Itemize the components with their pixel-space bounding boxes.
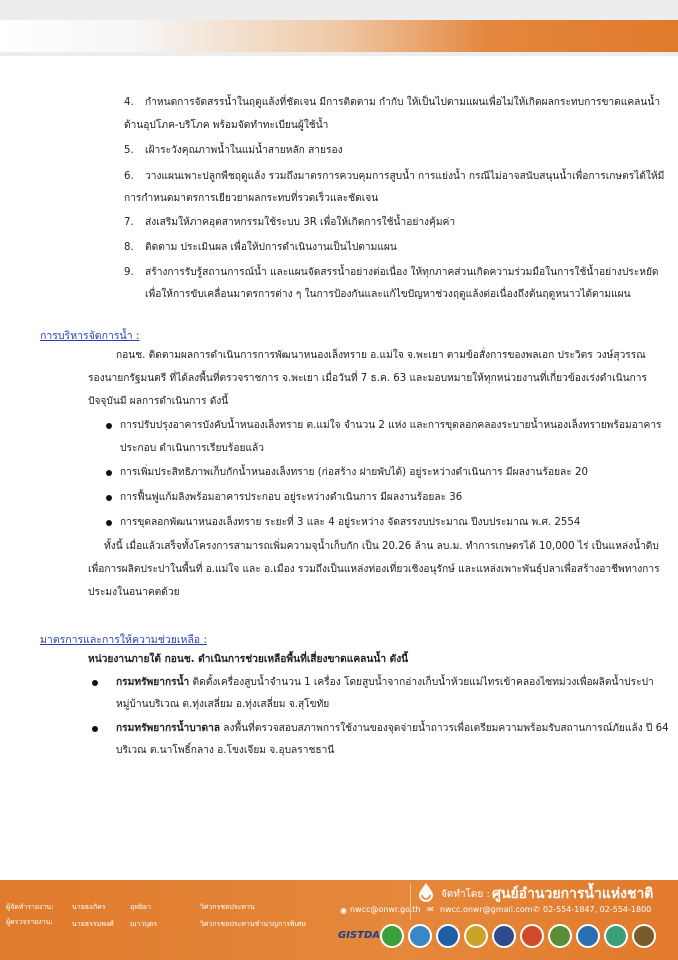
paragraph-line: กอนช. ติดตามผลการดำเนินการการพัฒนาหนองเล็งทราย อ.แม่ใจ จ.พะเยา ตามข้อสั่งการของพลเอก ประวิตร วงษ์สุวรรณ <box>116 350 646 361</box>
list-item-number: 9. <box>124 267 134 278</box>
paragraph-line: เพื่อการผลิตประปาในพื้นที่ อ.แม่ใจ และ อ.เมือง รวมถึงเป็นแหล่งท่องเที่ยวเชิงอนุรักษ์ และแหล่งเพาะพันธุ์ปลาเพื่อสร้างอาชีพทางการ <box>88 564 660 575</box>
partner-logo-icon <box>492 924 516 948</box>
prepared-label: ผู้จัดทำรายงาน: <box>6 903 54 911</box>
list-item-line: สร้างการรับรู้สถานการณ์น้ำ และแผนจัดสรรน้ำอย่างต่อเนื่อง ให้ทุกภาคส่วนเกิดความร่วมมือในการใช้น้ำอย่างประหยัด <box>145 267 659 278</box>
email-primary: nwcc@onwr.go.th <box>350 905 421 914</box>
section-heading-assistance: มาตรการและการให้ความช่วยเหลือ : <box>40 634 207 646</box>
partner-logo-icon <box>408 924 432 948</box>
footer-divider <box>410 884 411 920</box>
partner-logo-icon <box>604 924 628 948</box>
org-name: ศูนย์อำนวยการน้ำแห่งชาติ <box>492 886 654 902</box>
mail-icon: ✉ <box>427 905 434 914</box>
list-item-number: 7. <box>124 217 134 228</box>
gistda-logo: GISTDA <box>338 930 380 941</box>
list-item-line: กำหนดการจัดสรรน้ำในฤดูแล้งที่ชัดเจน มีการติดตาม กำกับ ให้เป็นไปตามแผนเพื่อไม่ให้เกิดผลกระทบการขาดแคลนน้ำ <box>145 97 661 108</box>
reviewed-surname: ณาวบุตร <box>130 920 158 928</box>
org-prefix: จัดทำโดย : <box>441 889 490 900</box>
partner-logo-icon <box>436 924 460 948</box>
partner-logo-icon <box>548 924 572 948</box>
partner-logo-icon <box>520 924 544 948</box>
email-icon: ◉ <box>340 906 347 915</box>
bullet-text: ติดตั้งเครื่องสูบน้ำจำนวน 1 เครื่อง โดยสูบน้ำจากอ่างเก็บน้ำห้วยแม่ไทรเข้าคลองไซทม่วงเพื่อผลิตน้ำประปา <box>189 677 654 688</box>
bullet-dot <box>106 470 112 476</box>
phone-icon: ✆ <box>533 905 540 914</box>
list-item-line: ส่งเสริมให้ภาคอุตสาหกรรมใช้ระบบ 3R เพื่อให้เกิดการใช้น้ำอย่างคุ้มค่า <box>145 217 456 228</box>
list-item-line: วางแผนเพาะปลูกพืชฤดูแล้ง รวมถึงมาตรการควบคุมการสูบน้ำ การแย่งน้ำ กรณีไม่อาจสนับสนุนน้ำเพื่อการเกษตรได้ให้มี <box>145 171 665 182</box>
bullet-line: การขุดลอกพัฒนาหนองเล็งทราย ระยะที่ 3 และ 4 อยู่ระหว่าง จัดสรรงบประมาณ ปีงบประมาณ พ.ศ. 2554 <box>120 517 581 528</box>
bullet-line <box>116 673 654 693</box>
subheading: หน่วยงานภายใต้ กอนช. ดำเนินการช่วยเหลือพื้นที่เสี่ยงขาดแคลนน้ำ ดังนี้ <box>88 654 409 665</box>
list-item-number: 8. <box>124 242 134 253</box>
list-item-number: 4. <box>124 97 134 108</box>
list-item-number: 6. <box>124 171 134 182</box>
bullet-dot <box>106 495 112 501</box>
list-item-line: การกำหนดมาตรการเยียวยาผลกระทบที่รวดเร็วและชัดเจน <box>124 193 379 204</box>
bullet-line: การเพิ่มประสิทธิภาพเก็บกักน้ำหนองเล็งทราย (ก่อสร้าง ฝายพับได้) อยู่ระหว่างดำเนินการ มีผลงานร้อยละ 20 <box>120 467 588 478</box>
partner-logo-icon <box>632 924 656 948</box>
agency-name: กรมทรัพยากรน้ำบาดาล <box>116 723 221 734</box>
bullet-dot <box>92 680 98 686</box>
phone-numbers: 02-554-1847, 02-554-1800 <box>543 905 652 914</box>
list-item-line: เฝ้าระวังคุณภาพน้ำในแม่น้ำสายหลัก สายรอง <box>145 145 343 156</box>
header-orange-stripe <box>0 20 678 52</box>
bullet-line: ประกอบ ดำเนินการเรียบร้อยแล้ว <box>120 443 264 454</box>
bullet-dot <box>106 423 112 429</box>
list-item-line: เพื่อให้การขับเคลื่อนมาตรการต่าง ๆ ในการป้องกันและแก้ไขปัญหาช่วงฤดูแล้งต่อเนื่องถึงต้นฤดูหนาวได้ตามแผน <box>145 289 631 300</box>
prepared-surname: อุทยิยา <box>130 903 151 911</box>
prepared-name: นายธงภัคร <box>72 903 106 911</box>
bullet-text: ลงพื้นที่ตรวจสอบสภาพการใช้งานของจุดจ่ายน้ำถาวรเพื่อเตรียมความพร้อมรับสถานการณ์ภัยแล้ง ปี 64 <box>220 723 669 734</box>
paragraph-line: รองนายกรัฐมนตรี ที่ได้ลงพื้นที่ตรวจราชการ จ.พะเยา เมื่อวันที่ 7 ธ.ค. 63 และมอบหมายให้ทุกหน่วยงานที่เกี่ยวข้องเร่งดำเนินการ <box>88 373 647 384</box>
reviewed-name: นายธรรมพงศ์ <box>72 920 114 928</box>
partner-logo-icon <box>464 924 488 948</box>
email-secondary: nwcc.onwr@gmail.com <box>440 905 533 914</box>
drop-logo-icon <box>416 882 436 902</box>
paragraph-line: ประมงในอนาคตด้วย <box>88 587 180 598</box>
bullet-dot <box>92 726 98 732</box>
paragraph-line: ทั้งนี้ เมื่อแล้วเสร็จทั้งโครงการสามารถเพิ่มความจุน้ำเก็บกัก เป็น 20.26 ล้าน ลบ.ม. ทำการเกษตรได้ 10,000 ไร่ เป็นแหล่งน้ำดิบ <box>104 541 659 552</box>
partner-logo-icon <box>576 924 600 948</box>
list-item-line: ติดตาม ประเมินผล เพื่อให้ปการดำเนินงานเป็นไปตามแผน <box>145 242 397 253</box>
list-item-line: ด้านอุปโภค-บริโภค พร้อมจัดทำทะเบียนผู้ใช้น้ำ <box>124 120 329 131</box>
agency-name: กรมทรัพยากรน้ำ <box>116 677 190 688</box>
reviewed-label: ผู้ตรวจรายงาน: <box>6 918 53 926</box>
bullet-line: บริเวณ ต.นาโพธิ์กลาง อ.โขงเจียม จ.อุบลราชธานี <box>116 745 335 756</box>
bullet-line: การฟื้นฟูแก้มลิงพร้อมอาคารประกอบ อยู่ระหว่างดำเนินการ มีผลงานร้อยละ 36 <box>120 492 463 503</box>
reviewed-role: วิศวกรชลประทานชำนาญการพิเศษ <box>200 920 306 928</box>
bullet-line: หมู่บ้านบริเวณ ต.ทุ่งเสลี่ยม อ.ทุ่งเสลี่ยม จ.สุโขทัย <box>116 699 330 710</box>
paragraph-line: ปัจจุบันมี ผลการดำเนินการ ดังนี้ <box>88 396 229 407</box>
bullet-dot <box>106 520 112 526</box>
bullet-line <box>116 719 669 739</box>
partner-logo-icon <box>380 924 404 948</box>
section-heading-water-management: การบริหารจัดการน้ำ : <box>40 330 140 342</box>
prepared-role: วิศวกรชลประทาน <box>200 903 255 911</box>
list-item-number: 5. <box>124 145 134 156</box>
bullet-line: การปรับปรุงอาคารบังคับน้ำหนองเล็งทราย ต.แม่ใจ จำนวน 2 แห่ง และการขุดลอกคลองระบายน้ำหนองเล็งทรายพร้อมอาคาร <box>120 420 662 431</box>
